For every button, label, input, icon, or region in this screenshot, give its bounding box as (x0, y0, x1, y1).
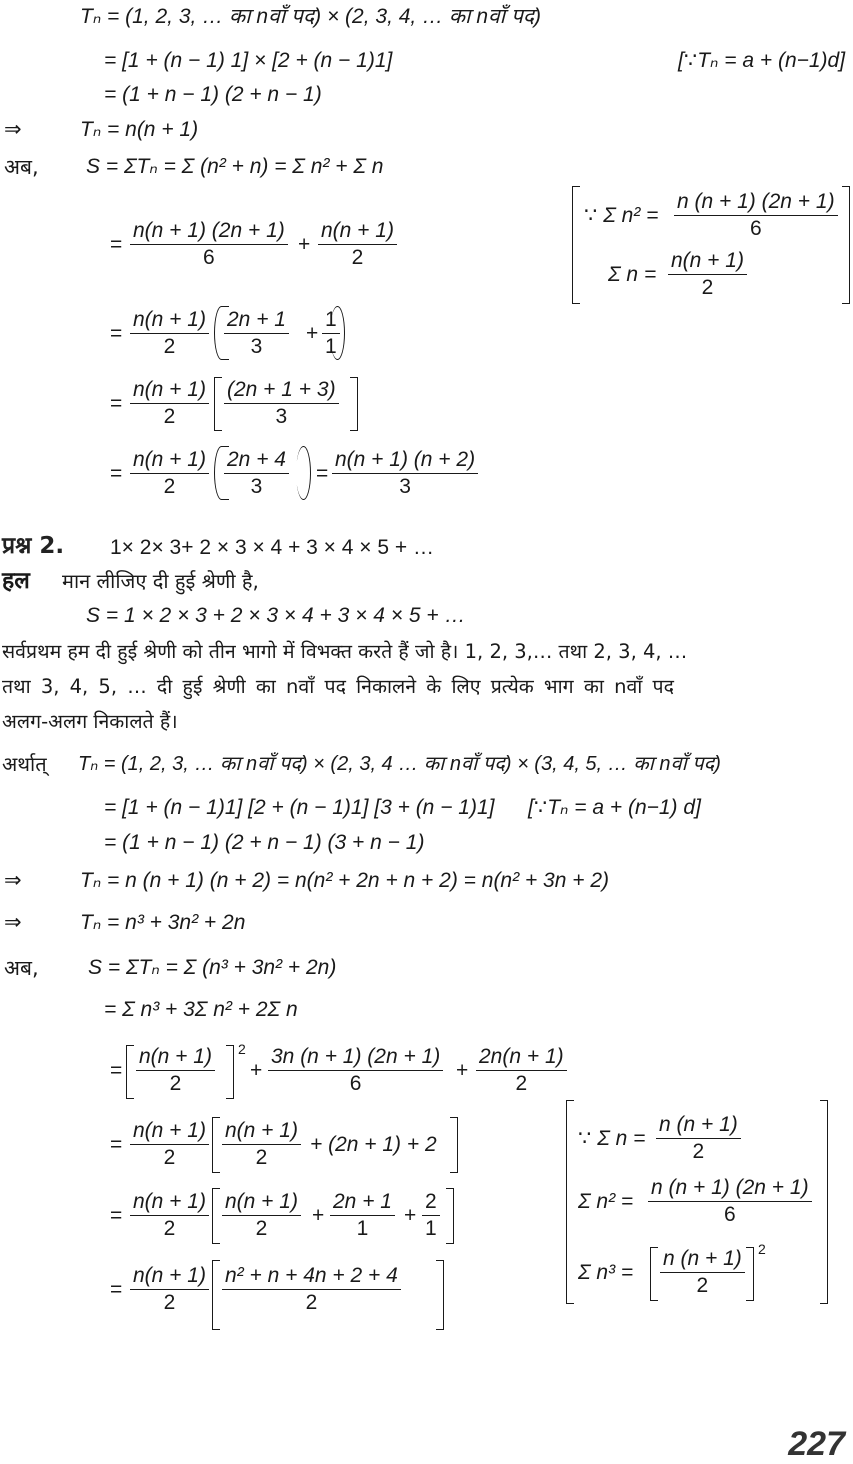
right-bracket (842, 186, 850, 304)
tn-result: Tₙ = n(n + 1) (80, 118, 199, 141)
formula-note: [∵Tₙ = a + (n−1)d] (678, 49, 846, 72)
right-bracket (746, 1247, 754, 1301)
page-number: 227 (788, 1425, 845, 1463)
equals-sign: = (110, 392, 123, 415)
series-definition: S = 1 × 2 × 3 + 2 × 3 × 4 + 3 × 4 × 5 + … (86, 604, 466, 627)
plus-sign: + (306, 322, 319, 345)
tn-definition-line: Tₙ = (1, 2, 3, … का nवाँ पद) × (2, 3, 4 … का nवाँ पद) × (3, 4, 5, … का nवाँ पद) (78, 753, 721, 775)
left-bracket (126, 1045, 134, 1099)
fraction: $\frac{1}{1}$ (322, 307, 340, 360)
fraction: $\frac{2n + 1}{3}$ (224, 307, 289, 360)
right-bracket (436, 1260, 444, 1330)
fraction: $\frac{n(n + 1)}{2}$ (130, 1189, 209, 1242)
note-label: Σ n³ = (578, 1261, 634, 1284)
exponent: 2 (238, 1041, 246, 1057)
expansion-line: = [1 + (n − 1)1] [2 + (n − 1)1] [3 + (n − 1)1] (104, 796, 495, 819)
tn-polynomial: Tₙ = n³ + 3n² + 2n (80, 911, 246, 934)
left-bracket (212, 1117, 220, 1173)
equals-sign: = (316, 462, 329, 485)
left-bracket (650, 1247, 658, 1301)
question-series: 1× 2× 3+ 2 × 3 × 4 + 3 × 4 × 5 + … (110, 536, 435, 559)
question-label: प्रश्न 2. (2, 533, 65, 559)
fraction: $\frac{\text{n² + n + 4n + 2 + 4}}{2}$ (222, 1263, 401, 1316)
note-label: ∵ Σ n = (578, 1127, 646, 1150)
implies-symbol: ⇒ (4, 118, 22, 141)
fraction: $\frac{n(n + 1)}{2}$ (222, 1118, 301, 1171)
bracket-tail: + (2n + 1) + 2 (310, 1133, 437, 1156)
fraction: $\frac{2}{1}$ (422, 1189, 440, 1242)
ab-label: अब, (4, 155, 39, 179)
arthat-label: अर्थात् (2, 752, 47, 776)
left-bracket (214, 377, 222, 431)
left-bracket (572, 186, 580, 304)
fraction: $\frac{n(n + 1) (2n + 1)}{6}$ (130, 218, 288, 271)
paragraph-line: तथा 3, 4, 5, … दी हुई श्रेणी का nवाँ पद निकालने के लिए प्रत्येक भाग का nवाँ पद (2, 675, 674, 698)
plus-sign: + (312, 1204, 325, 1227)
equals-sign: = (110, 1059, 123, 1082)
fraction: $\frac{n(n + 1)}{2}$ (222, 1189, 301, 1242)
solution-label: हल (2, 568, 30, 594)
exponent: 2 (758, 1241, 766, 1257)
fraction: $\frac{2n + 4}{3}$ (224, 447, 289, 500)
fraction: $\frac{n(n + 1)}{2}$ (130, 447, 209, 500)
plus-sign: + (298, 233, 311, 256)
sum-line: S = ΣTₙ = Σ (n³ + 3n² + 2n) (88, 956, 337, 979)
solution-intro: मान लीजिए दी हुई श्रेणी है, (62, 569, 259, 593)
equals-sign: = (110, 1133, 123, 1156)
fraction: $\frac{n (n + 1)}{2}$ (656, 1112, 741, 1165)
right-bracket (226, 1045, 234, 1099)
right-bracket (446, 1188, 454, 1244)
implies-symbol: ⇒ (4, 869, 22, 892)
equals-sign: = (110, 322, 123, 345)
right-bracket (820, 1100, 828, 1304)
fraction: $\frac{n (n + 1) (2n + 1)}{6}$ (648, 1175, 812, 1228)
left-bracket (212, 1260, 220, 1330)
note-label: ∵ Σ n² = (584, 204, 659, 227)
equals-sign: = (110, 462, 123, 485)
note-label: Σ n² = (578, 1190, 634, 1213)
fraction: $\frac{n(n + 1)}{2}$ (130, 307, 209, 360)
equals-sign: = (110, 233, 123, 256)
plus-sign: + (250, 1059, 263, 1082)
fraction: $\frac{n(n + 1)}{2}$ (318, 218, 397, 271)
plus-sign: + (404, 1204, 417, 1227)
implies-symbol: ⇒ (4, 911, 22, 934)
fraction: $\frac{n(n + 1)}{2}$ (130, 377, 209, 430)
fraction: $\frac{2n(n + 1)}{2}$ (476, 1044, 567, 1097)
note-label: Σ n = (608, 263, 657, 286)
expansion-line: = [1 + (n − 1) 1] × [2 + (n − 1)1] (104, 49, 393, 72)
right-bracket (350, 377, 358, 431)
plus-sign: + (456, 1059, 469, 1082)
equals-sign: = (110, 1204, 123, 1227)
sum-line: S = ΣTₙ = Σ (n² + n) = Σ n² + Σ n (86, 155, 384, 178)
fraction: $\frac{n(n + 1) (n + 2)}{3}$ (332, 447, 478, 500)
fraction: $\frac{n(n + 1)}{2}$ (136, 1044, 215, 1097)
left-bracket (566, 1100, 574, 1304)
simplified-line: = (1 + n − 1) (2 + n − 1) (3 + n − 1) (104, 831, 425, 854)
right-paren (296, 446, 311, 500)
tn-product: Tₙ = n (n + 1) (n + 2) = n(n² + 2n + n + 2) = n(n² + 3n + 2) (80, 869, 609, 892)
right-paren (330, 306, 345, 360)
fraction: $\frac{(2n + 1 + 3)}{3}$ (224, 377, 339, 430)
formula-note: [∵Tₙ = a + (n−1) d] (528, 796, 701, 819)
fraction: $\frac{3n (n + 1) (2n + 1)}{6}$ (268, 1044, 443, 1097)
tn-definition-line: Tₙ = (1, 2, 3, … का nवाँ पद) × (2, 3, 4, … का nवाँ पद) (80, 5, 542, 28)
fraction: $\frac{n(n + 1)}{2}$ (668, 248, 747, 301)
paragraph-line: अलग-अलग निकालते हैं। (2, 710, 178, 733)
equals-sign: = (110, 1278, 123, 1301)
sum-expansion: = Σ n³ + 3Σ n² + 2Σ n (104, 998, 298, 1021)
fraction: $\frac{n (n + 1) (2n + 1)}{6}$ (674, 189, 838, 242)
fraction: $\frac{n(n + 1)}{2}$ (130, 1263, 209, 1316)
ab-label: अब, (4, 956, 39, 980)
paragraph-line: सर्वप्रथम हम दी हुई श्रेणी को तीन भागो में विभक्त करते हैं जो है। 1, 2, 3,… तथा 2, 3, 4, … (2, 640, 688, 663)
fraction: $\frac{2n + 1}{1}$ (330, 1189, 395, 1242)
right-bracket (450, 1117, 458, 1173)
fraction: $\frac{n(n + 1)}{2}$ (130, 1118, 209, 1171)
simplified-line: = (1 + n − 1) (2 + n − 1) (104, 83, 322, 106)
left-bracket (212, 1188, 220, 1244)
fraction: $\frac{n (n + 1)}{2}$ (660, 1246, 745, 1299)
